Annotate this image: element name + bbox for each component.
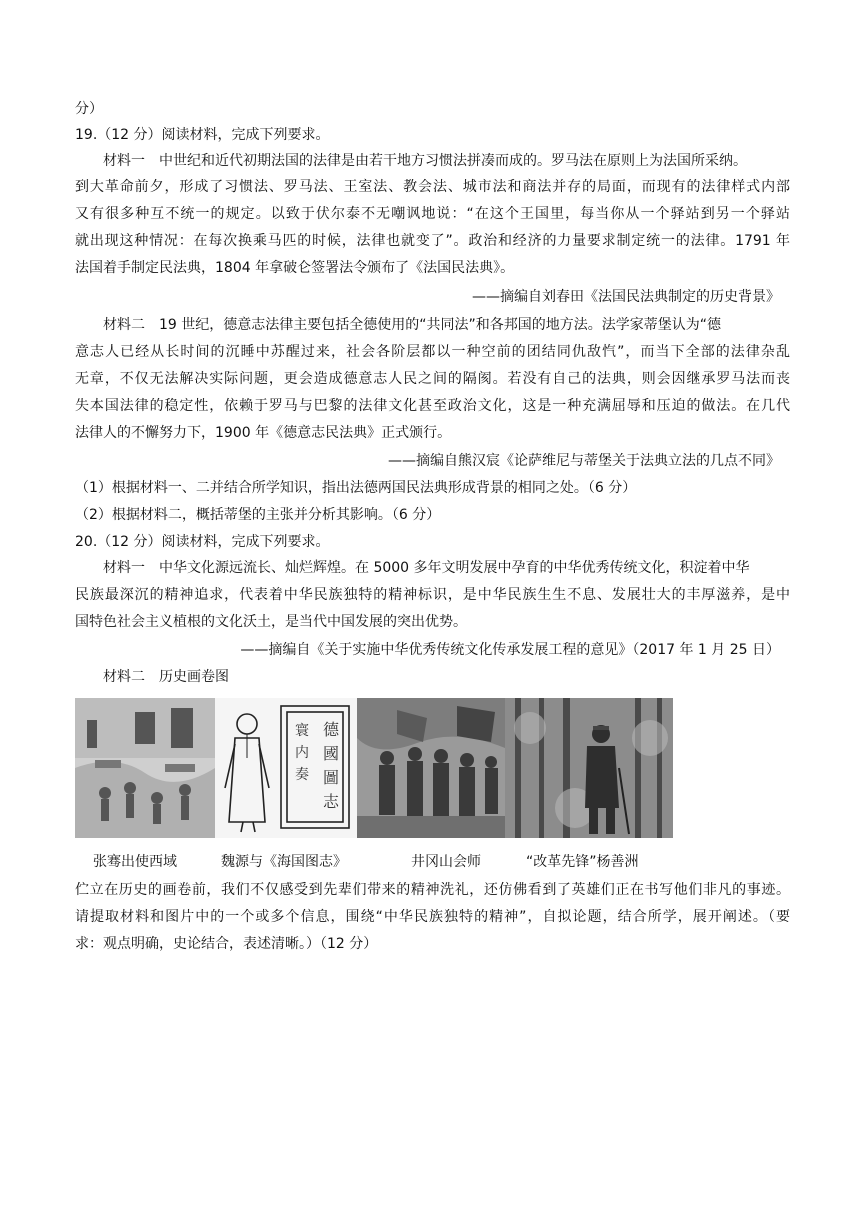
source-citation: ——摘编自刘春田《法国民法典制定的历史背景》	[472, 289, 780, 305]
book-title-left: 寰内奏	[295, 723, 309, 783]
text-line: 请提取材料和图片中的一个或多个信息，围绕“中华民族独特的精神”，自拟论题，结合所学，展开阐述。（要	[75, 909, 790, 925]
text-line: 法律人的不懈努力下，1900 年《德意志民法典》正式颁行。	[75, 425, 452, 441]
question-19-heading: 19.（12 分）阅读材料，完成下列要求。	[75, 127, 330, 143]
text-line: 求：观点明确，史论结合，表述清晰。）（12 分）	[75, 936, 378, 952]
text-line: 无章，不仅无法解决实际问题，更会造成德意志人民之间的隔阂。若没有自己的法典，则会因继承罗马法而丧	[75, 371, 790, 387]
text-line: 就出现这种情况：在每次换乘马匹的时候，法律也就变了”。政治和经济的力量要求制定统一的法律。1791 年	[75, 233, 790, 249]
text-line: 伫立在历史的画卷前，我们不仅感受到先辈们带来的精神洗礼，还仿佛看到了英雄们正在书写他们非凡的事迹。	[75, 882, 790, 898]
text-line: 材料一 中世纪和近代初期法国的法律是由若干地方习惯法拼凑而成的。罗马法在原则上为法国所采纳。	[103, 153, 747, 169]
zhang-qian-mural-image	[75, 698, 215, 838]
caption-jinggangshan: 井冈山会师	[411, 854, 481, 870]
sub-question-2: （2）根据材料二，概括蒂堡的主张并分析其影响。（6 分）	[75, 507, 441, 523]
text-line: 失本国法律的稳定性，依赖于罗马与巴黎的法律文化甚至政治文化，这是一种充满屈辱和压迫的做法。在几代	[75, 398, 790, 414]
text-line: 到大革命前夕，形成了习惯法、罗马法、王室法、教会法、城市法和商法并存的局面，而现有的法律样式内部	[75, 179, 790, 195]
sub-question-1: （1）根据材料一、二并结合所学知识，指出法德两国民法典形成背景的相同之处。（6 分）	[75, 480, 637, 496]
source-citation: ——摘编自《关于实施中华优秀传统文化传承发展工程的意见》（2017 年 1 月 25 日）	[240, 642, 780, 658]
text-line: 又有很多种互不统一的规定。以致于伏尔泰不无嘲讽地说：“在这个王国里，每当你从一个驿站到另一个驿站	[75, 206, 790, 222]
jinggangshan-meeting-image	[357, 698, 505, 838]
jinggangshan-painting	[357, 698, 505, 838]
text-line: 材料二 19 世纪，德意志法律主要包括全德使用的“共同法”和各邦国的地方法。法学家蒂堡认为“德	[103, 317, 722, 333]
book-title-right: 德國圖志	[323, 720, 340, 811]
caption-wei-yuan: 魏源与《海国图志》	[221, 854, 347, 870]
text-line: 分）	[75, 101, 103, 117]
text-line: 国特色社会主义植根的文化沃土，是当代中国发展的突出优势。	[75, 614, 467, 630]
source-citation: ——摘编自熊汉宸《论萨维尼与蒂堡关于法典立法的几点不同》	[388, 453, 780, 469]
forest-photo	[505, 698, 673, 838]
text-line: 意志人已经从长时间的沉睡中苏醒过来，社会各阶层都以一种空前的团结同仇敌忾”，而当下全部的法律杂乱	[75, 344, 790, 360]
caption-zhang-qian: 张骞出使西域	[93, 854, 177, 870]
question-20-heading: 20.（12 分）阅读材料，完成下列要求。	[75, 534, 330, 550]
yang-shanzhou-image	[505, 698, 673, 838]
material-2-heading: 材料二 历史画卷图	[103, 669, 229, 685]
text-line: 民族最深沉的精神追求，代表着中华民族独特的精神标识，是中华民族生生不息、发展壮大的丰厚滋养，是中	[75, 587, 790, 603]
text-line: 法国着手制定民法典，1804 年拿破仑签署法令颁布了《法国民法典》。	[75, 260, 515, 276]
text-line: 材料一 中华文化源远流长、灿烂辉煌。在 5000 多年文明发展中孕育的中华优秀传统文化，积淀着中华	[103, 560, 750, 576]
wei-yuan-haiguo-tuzhi-image	[215, 698, 357, 838]
caption-yang-shanzhou: “改革先锋”杨善洲	[526, 854, 639, 870]
mural-illustration	[75, 698, 215, 838]
